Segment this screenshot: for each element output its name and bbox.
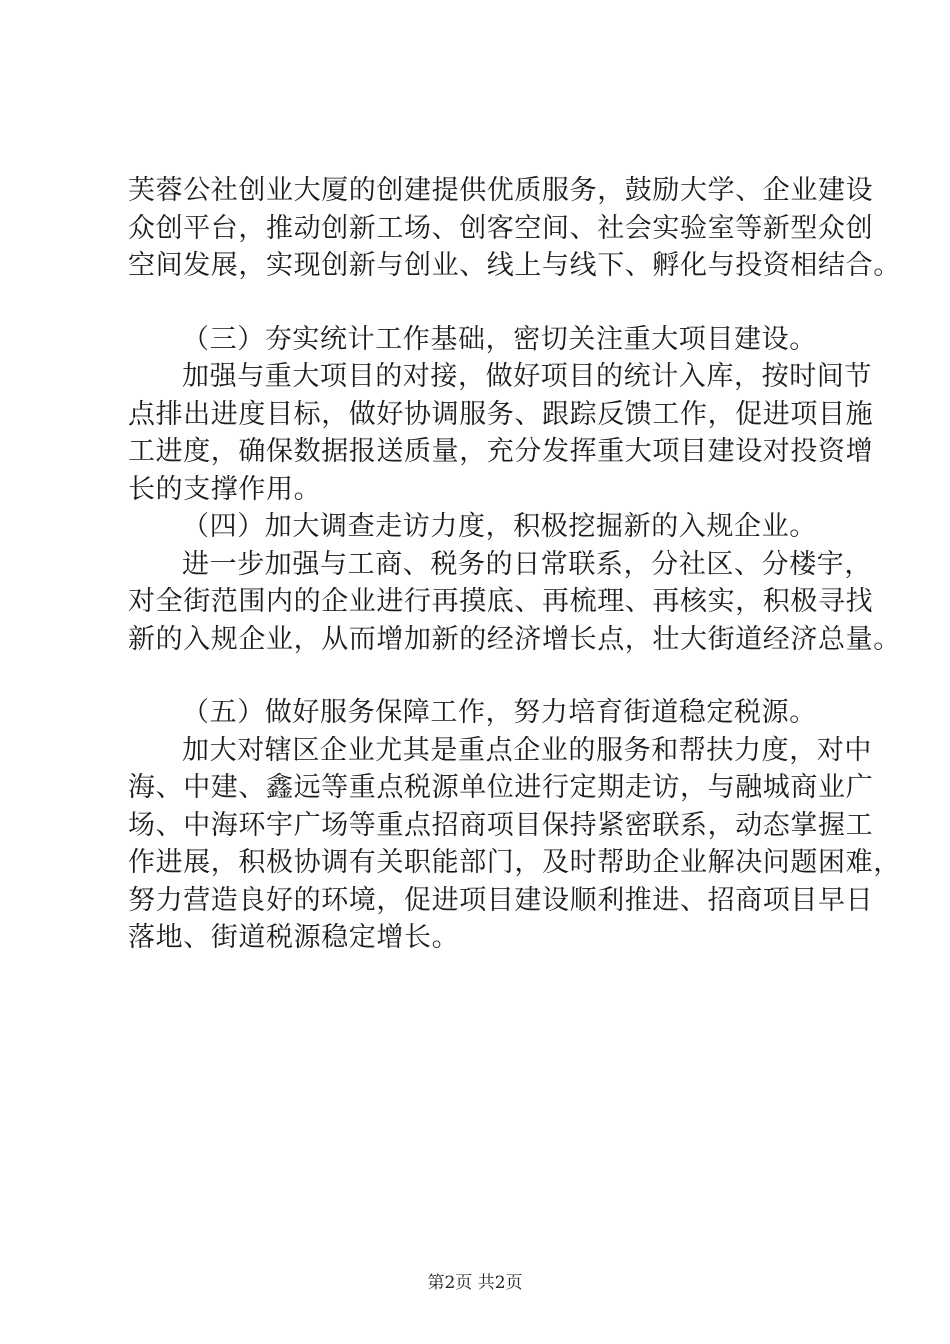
paragraph-line: 工进度，确保数据报送质量，充分发挥重大项目建设对投资增 [128,436,874,467]
paragraph-line: 芙蓉公社创业大厦的创建提供优质服务，鼓励大学、企业建设 [128,175,874,206]
section-heading-4: （四）加大调查走访力度，积极挖掘新的入规企业。 [182,511,817,542]
section-heading-5: （五）做好服务保障工作，努力培育街道稳定税源。 [182,697,817,728]
paragraph-line: 众创平台，推动创新工场、创客空间、社会实验室等新型众创 [128,212,874,244]
paragraph-line: 加大对辖区企业尤其是重点企业的服务和帮扶力度，对中 [182,734,872,766]
paragraph-line: 加强与重大项目的对接，做好项目的统计入库，按时间节 [182,361,872,392]
paragraph-line: 长的支撑作用。 [128,473,322,505]
paragraph-line: 空间发展，实现创新与创业、线上与线下、孵化与投资相结合。 [128,250,901,281]
document-body [128,172,901,957]
paragraph-line: 作进展，积极协调有关职能部门，及时帮助企业解决问题困难， [128,847,901,878]
paragraph-line: 对全街范围内的企业进行再摸底、再梳理、再核实，积极寻找 [128,586,874,617]
paragraph-line: 海、中建、鑫远等重点税源单位进行定期走访，与融城商业广 [128,772,874,803]
paragraph-line: 努力营造良好的环境，促进项目建设顺利推进、招商项目早日 [128,884,874,916]
section-heading-3: （三）夯实统计工作基础，密切关注重大项目建设。 [182,323,817,355]
paragraph-line: 新的入规企业，从而增加新的经济增长点，壮大街道经济总量。 [128,623,901,655]
paragraph-line: 落地、街道税源稳定增长。 [128,922,460,953]
page-number-footer: 第2页 共2页 [427,1273,523,1293]
paragraph-line: 点排出进度目标，做好协调服务、跟踪反馈工作，促进项目施 [128,398,874,430]
paragraph-line: 场、中海环宇广场等重点招商项目保持紧密联系，动态掌握工 [128,809,874,841]
paragraph-line: 进一步加强与工商、税务的日常联系，分社区、分楼宇， [182,548,872,580]
